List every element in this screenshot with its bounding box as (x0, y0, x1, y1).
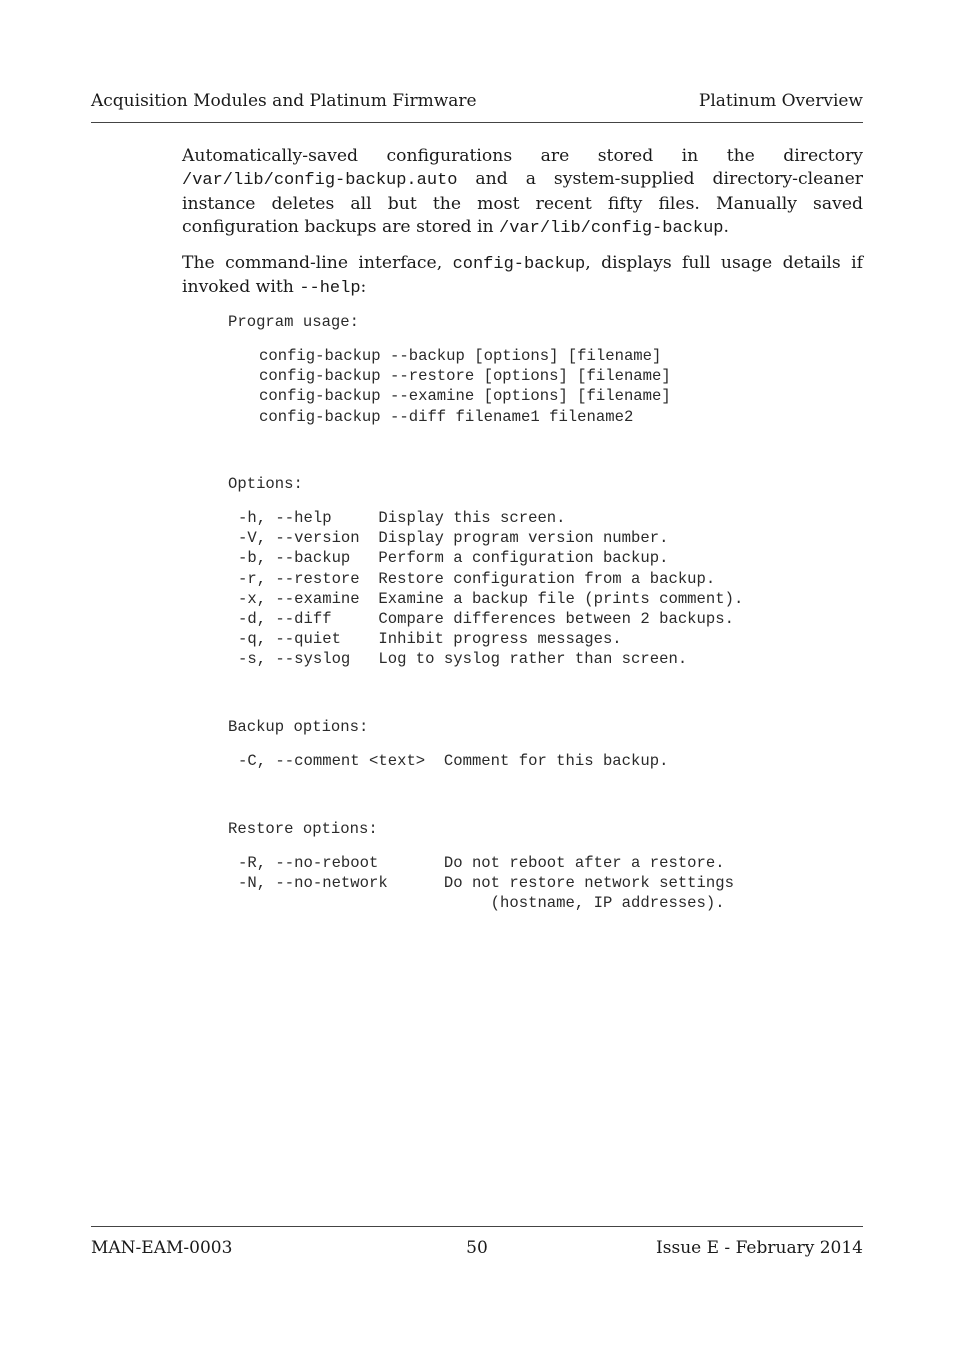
options-lines: -h, --help Display this screen. -V, --version Display program version number. -b, --backup Perform a configuration backup. -r, --restore Restore configuration from a backup. -x, --examine Examine a backup file (prints comment). -d, --diff Compare differences between 2 backups. -q, --quiet Inhibit progress messages. -s, --syslog Log to syslog rather than screen. (238, 509, 744, 669)
options-label: Options: (228, 475, 303, 493)
program-usage-lines: config-backup --backup [options] [filename] config-backup --restore [options] [filename] config-backup --examine [options] [filename] config-backup --diff filename1 filename2 (259, 347, 671, 426)
auto-backup-path: /var/lib/config-backup.auto (182, 171, 458, 191)
header-section-title: Platinum Overview (698, 91, 863, 111)
paragraph-text: The command-line interface, (182, 253, 453, 274)
command-name: config-backup (452, 255, 586, 275)
paragraph-text: : (360, 277, 367, 298)
footer-issue-date: Issue E - February 2014 (656, 1238, 863, 1258)
body-text (182, 145, 863, 313)
page-header (91, 88, 863, 123)
manual-backup-path: /var/lib/config-backup (499, 218, 724, 238)
program-usage-label: Program usage: (228, 313, 360, 331)
paragraph-config-storage (182, 145, 863, 240)
paragraph-text: Automatically-saved configurations are stored in the directory (182, 146, 863, 166)
backup-options-label: Backup options: (228, 718, 369, 736)
backup-options-lines: -C, --comment <text> Comment for this backup. (238, 752, 669, 770)
paragraph-text: . (723, 216, 729, 237)
restore-options-lines: -R, --no-reboot Do not reboot after a restore. -N, --no-network Do not restore network settings (hostname, IP addresses). (238, 854, 734, 913)
paragraph-text: , displays full usage details if invoked with (182, 253, 863, 298)
paragraph-cli-intro (182, 252, 863, 301)
help-flag: --help (299, 279, 361, 299)
paragraph-text: and a system-supplied directory-cleaner instance deletes all but the most recent fifty files. Manually saved configuration backups are stored in (182, 169, 863, 237)
header-document-title: Acquisition Modules and Platinum Firmware (91, 91, 477, 111)
footer-page-number: 50 (466, 1238, 488, 1258)
footer-document-id: MAN-EAM-0003 (91, 1238, 233, 1258)
restore-options-label: Restore options: (228, 820, 378, 838)
page-footer (91, 1226, 863, 1258)
